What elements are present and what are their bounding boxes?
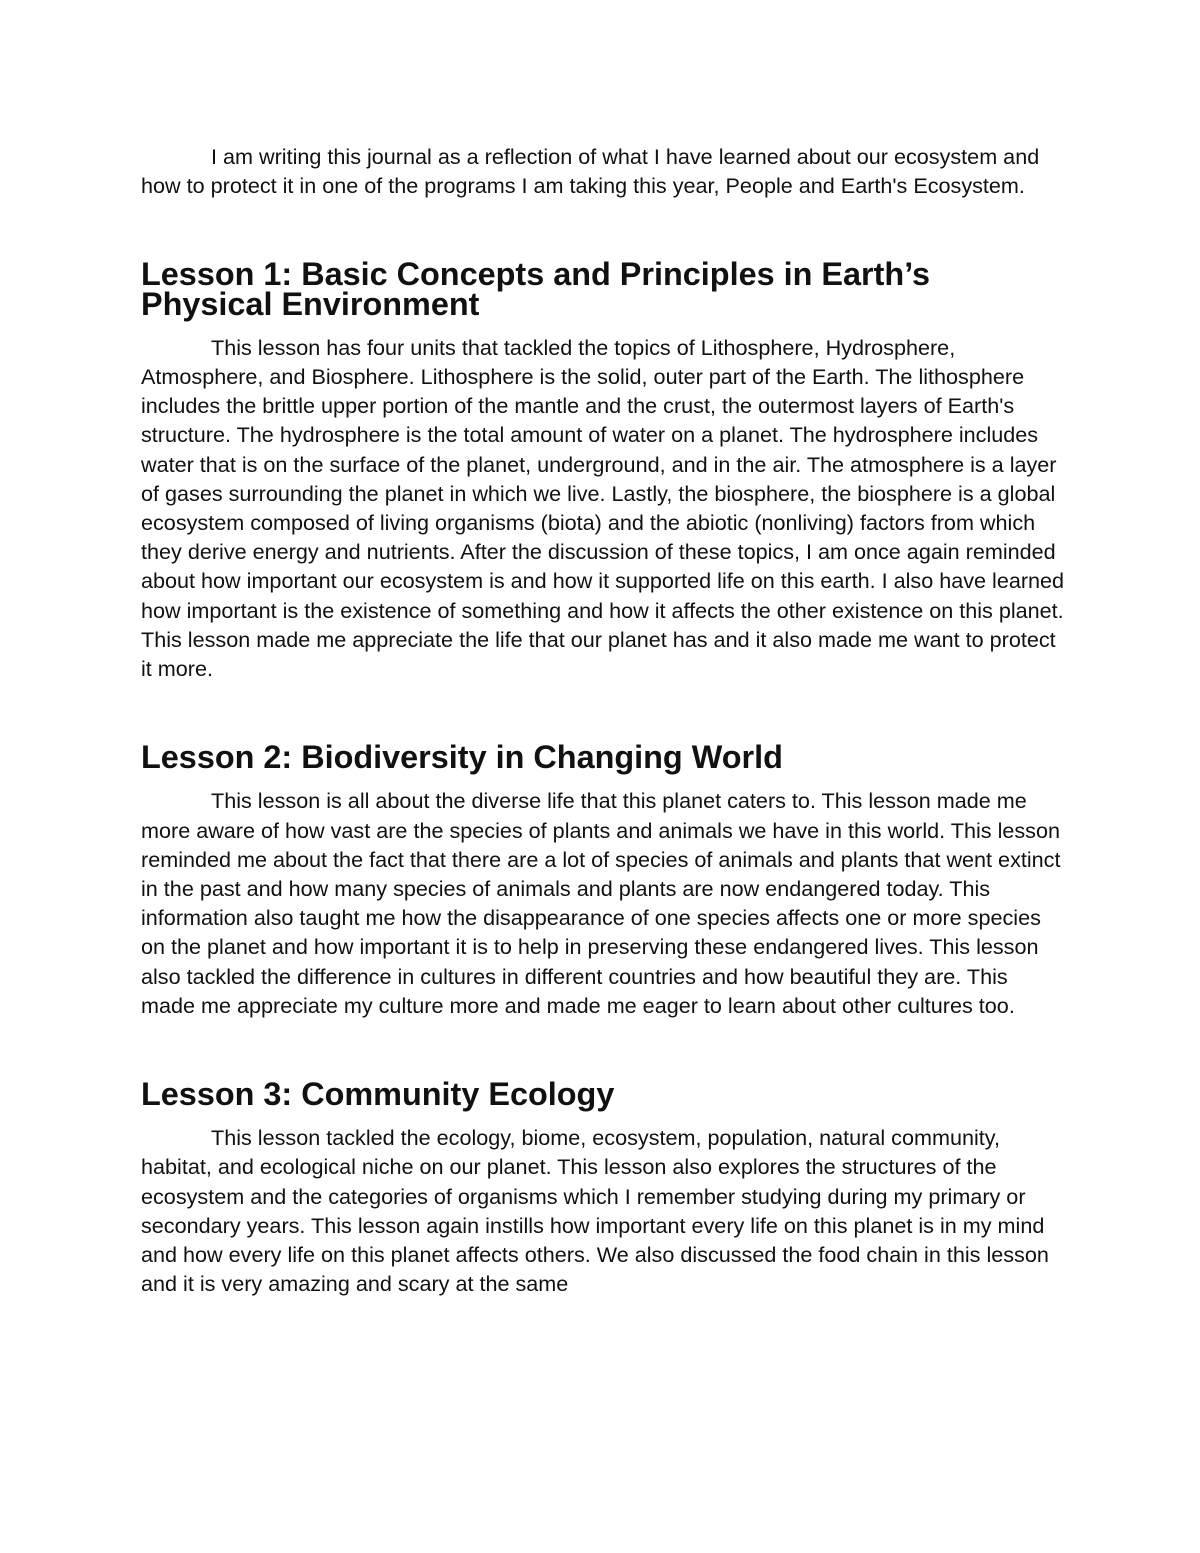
lesson-3-title: Lesson 3: Community Ecology <box>141 1076 615 1113</box>
lesson-2-body: This lesson is all about the diverse life that this planet caters to. This lesson made me more aware of how vast are the species of plants and animals we have in this world. This lesson reminded me about the fact that there are a lot of species of animals and plants that went extinct in the past and how many species of animals and plants are now endangered today. This information also taught me how the disappearance of one species affects one or more species on the planet and how important it is to help in preserving these endangered lives. This lesson also tackled the difference in cultures in different countries and how beautiful they are. This made me appreciate my culture more and made me eager to learn about other cultures too. <box>141 788 1061 1018</box>
intro-paragraph: I am writing this journal as a reflection of what I have learned about our ecosystem and how to protect it in one of the programs I am taking this year, People and Earth's Ecosystem. <box>141 144 1040 199</box>
document-content <box>141 142 1066 1299</box>
lesson-3-section <box>141 1076 1066 1298</box>
lesson-1-section <box>141 256 1066 683</box>
lesson-2-title: Lesson 2: Biodiversity in Changing World <box>141 739 783 776</box>
spacer <box>141 683 1066 743</box>
spacer <box>141 1020 1066 1080</box>
lesson-1-title: Lesson 1: Basic Concepts and Principles in Earth’s Physical Environment <box>141 256 930 322</box>
lesson-3-body: This lesson tackled the ecology, biome, ecosystem, population, natural community, habitat, and ecological niche on our planet. This lesson also explores the structures of the ecosystem and the categories of organisms which I remember studying during my primary or secondary years. This lesson again instills how important every life on this planet is in my mind and how every life on this planet affects others. We also discussed the food chain in this lesson and it is very amazing and scary at the same <box>141 1125 1049 1297</box>
spacer <box>141 200 1066 260</box>
lesson-1-body: This lesson has four units that tackled the topics of Lithosphere, Hydrosphere, Atmosphere, and Biosphere. Lithosphere is the solid, outer part of the Earth. The lithosphere includes the brittle upper portion of the mantle and the crust, the outermost layers of Earth's structure. The hydrosphere is the total amount of water on a planet. The hydrosphere includes water that is on the surface of the planet, underground, and in the air. The atmosphere is a layer of gases surrounding the planet in which we live. Lastly, the biosphere, the biosphere is a global ecosystem composed of living organisms (biota) and the abiotic (nonliving) factors from which they derive energy and nutrients. After the discussion of these topics, I am once again reminded about how important our ecosystem is and how it supported life on this earth. I also have learned how important is the existence of something and how it affects the other existence on this planet. This lesson made me appreciate the life that our planet has and it also made me want to protect it more. <box>141 334 1065 682</box>
lesson-2-section <box>141 739 1066 1020</box>
